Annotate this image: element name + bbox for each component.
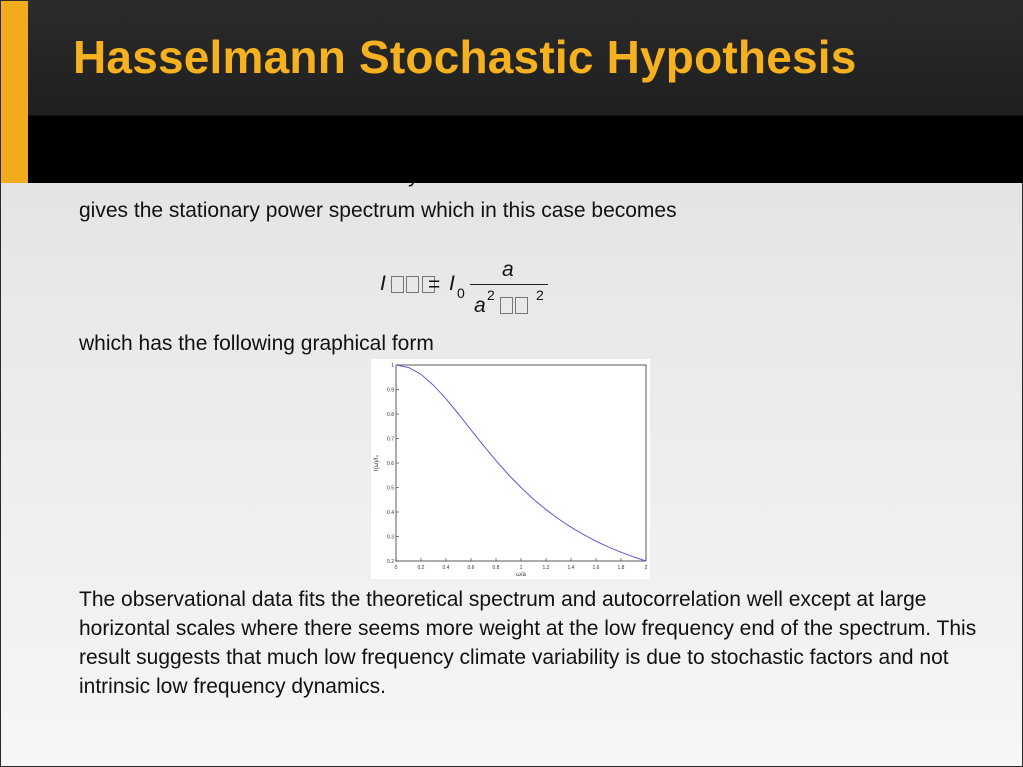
title-bar [28, 0, 1023, 183]
paragraph-graph-intro: which has the following graphical form [79, 332, 434, 355]
x-tick-label: 0.4 [442, 565, 450, 571]
x-axis-label: ω/a [516, 572, 526, 578]
y-tick-label: 0.8 [387, 412, 394, 418]
formula-denominator-base: a [474, 294, 486, 317]
missing-glyph-icon [500, 296, 530, 320]
y-tick-label: 0.2 [387, 559, 394, 565]
y-axis-label: I(ω)/I₀ [374, 454, 380, 472]
slide-title: Hasselmann Stochastic Hypothesis [73, 31, 857, 83]
x-tick-label: 2 [644, 565, 648, 571]
formula-coefficient-subscript: 0 [457, 285, 465, 301]
missing-glyph-icon [422, 275, 437, 299]
formula-coefficient: I [449, 272, 455, 295]
x-tick-label: 0.8 [492, 565, 500, 571]
formula-denominator-exponent: 2 [487, 287, 495, 303]
paragraph-intro: gives the stationary power spectrum which in this case becomes [79, 199, 677, 222]
y-tick-label: 0.5 [387, 485, 394, 492]
x-tick-label: 1.8 [617, 565, 625, 571]
x-tick-label: 1 [519, 565, 523, 571]
x-tick-label: 1.6 [592, 565, 600, 571]
y-tick-label: 0.4 [387, 510, 394, 516]
missing-glyph-icon [391, 275, 421, 299]
formula-denominator-exponent-2: 2 [536, 287, 544, 303]
formula-numerator: a [502, 258, 514, 281]
y-tick-label: 0.6 [387, 461, 394, 467]
x-tick-label: 0.2 [417, 565, 425, 571]
paragraph-conclusion: The observational data fits the theoretical spectrum and autocorrelation well except at large horizontal scales where there seems more weight at the low frequency end of the spectrum. This result suggests that much low frequency climate variability is due to stochastic factors and not intrinsic low frequency dynamics. [79, 588, 977, 698]
spectrum-chart-svg [371, 359, 650, 579]
y-tick-label: 0.3 [387, 534, 394, 541]
spectrum-plot [371, 359, 650, 579]
x-tick-label: 0.6 [467, 565, 475, 571]
formula-lhs: I [380, 272, 386, 295]
accent-bar [0, 0, 28, 183]
formula-equals: = [428, 273, 441, 296]
y-tick-label: 1 [391, 363, 394, 369]
x-tick-label: 0 [394, 565, 398, 571]
plot-axes-frame [396, 365, 646, 561]
x-tick-label: 1.4 [567, 565, 575, 571]
fraction-line [470, 284, 548, 285]
y-tick-label: 0.9 [387, 387, 394, 394]
x-tick-label: 1.2 [542, 565, 550, 571]
spectrum-curve [396, 365, 646, 561]
y-tick-label: 0.7 [387, 436, 394, 443]
